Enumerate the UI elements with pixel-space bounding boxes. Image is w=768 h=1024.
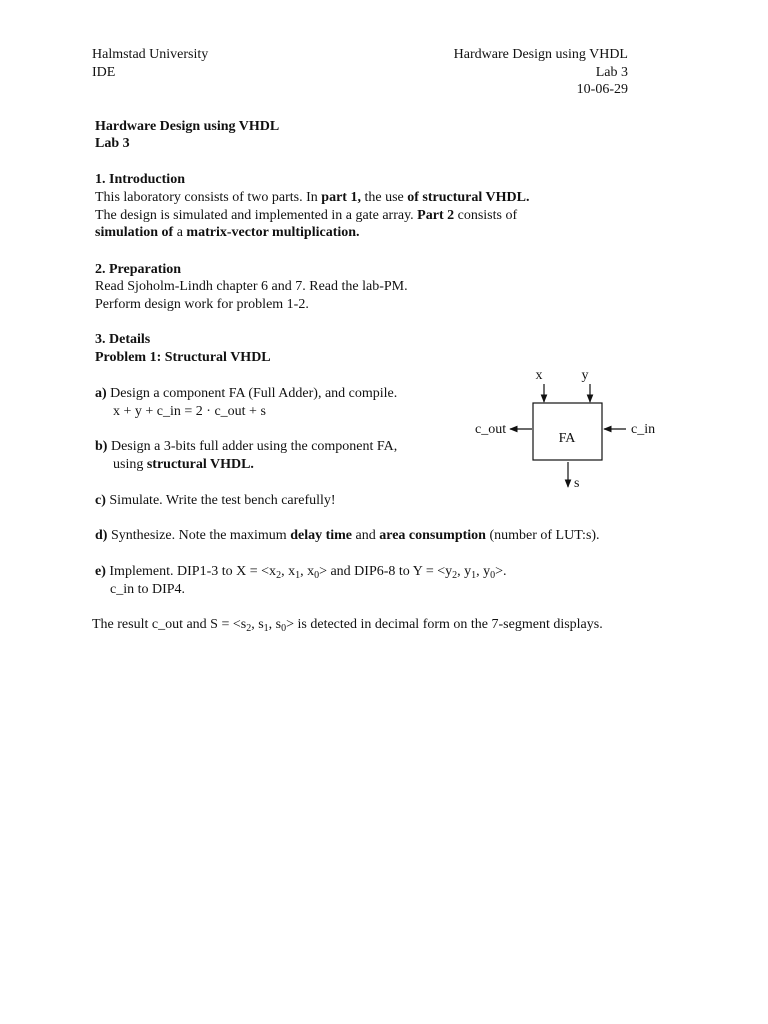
prep-line-1: Read Sjoholm-Lindh chapter 6 and 7. Read the lab-PM. [95, 279, 408, 294]
text-run: using [113, 457, 147, 472]
item-key: e) [95, 564, 106, 579]
header-university: Halmstad University [92, 47, 209, 62]
text-run: , x [300, 564, 315, 579]
text-run: , x [281, 564, 296, 579]
text-run: (number of LUT:s). [485, 528, 600, 543]
full-adder-diagram [470, 366, 670, 496]
subscript: 2 [452, 570, 458, 581]
text-run-bold: simulation of [95, 225, 174, 240]
input-cin-label: c_in [631, 422, 656, 437]
subscript: 1 [471, 570, 477, 581]
item-d [95, 527, 600, 545]
text-run-bold: of structural VHDL. [407, 190, 530, 205]
text-run: The design is simulated and implemented in a gate array. [95, 208, 418, 223]
item-key: b) [95, 439, 108, 454]
item-b [95, 438, 397, 456]
item-key: c) [95, 493, 106, 508]
subscript: 0 [281, 623, 287, 634]
input-x-label: x [535, 368, 543, 383]
prep-line-2: Perform design work for problem 1-2. [95, 297, 309, 312]
text-run: , y [476, 564, 491, 579]
text-run-bold: delay time [290, 528, 353, 543]
text-run: Design a 3-bits full adder using the component FA, [107, 439, 398, 454]
item-a [95, 385, 397, 403]
text-run-bold: part 1, [321, 190, 361, 205]
text-run: , y [457, 564, 472, 579]
text-run-bold: matrix-vector multiplication. [186, 225, 360, 240]
item-e [95, 563, 507, 581]
subscript: 0 [490, 570, 496, 581]
header-right [454, 46, 628, 99]
subscript: 2 [246, 623, 252, 634]
text-run: Design a component FA (Full Adder), and compile. [106, 386, 398, 401]
text-run: > and DIP6-8 to Y = <y [319, 564, 453, 579]
text-run: Simulate. Write the test bench carefully! [105, 493, 336, 508]
output-cout-label: c_out [475, 422, 507, 437]
section-heading-introduction: 1. Introduction [95, 172, 185, 187]
subscript: 1 [295, 570, 301, 581]
item-key: a) [95, 386, 107, 401]
fa-block-label: FA [558, 431, 576, 446]
subscript: 1 [263, 623, 269, 634]
output-s-label: s [574, 476, 580, 491]
item-e-line-2: c_in to DIP4. [110, 582, 186, 597]
intro-line-1 [95, 189, 529, 207]
input-y-label: y [581, 368, 589, 383]
header-course: Hardware Design using VHDL [453, 47, 628, 62]
header-lab: Lab 3 [595, 64, 628, 80]
text-run-bold: structural VHDL. [146, 457, 254, 472]
text-run: >. [495, 564, 507, 579]
text-run: the use [360, 190, 408, 205]
item-a-equation: x + y + c_in = 2 · c_out + s [113, 404, 266, 419]
text-run: , s [251, 617, 264, 632]
text-run: consists of [454, 208, 518, 223]
text-run: , s [268, 617, 282, 632]
intro-line-2 [95, 207, 517, 225]
text-run-bold: Part 2 [417, 208, 455, 223]
text-run: The result c_out and S = <s [92, 617, 247, 632]
document-subtitle: Lab 3 [95, 136, 130, 151]
header-department: IDE [92, 64, 116, 80]
header-left [92, 46, 208, 81]
intro-line-3 [95, 224, 360, 242]
result-paragraph [92, 616, 603, 634]
text-run: > is detected in decimal form on the 7-segment displays. [286, 617, 603, 632]
subscript: 0 [314, 570, 320, 581]
document-title: Hardware Design using VHDL [95, 119, 280, 134]
text-run: This laboratory consists of two parts. In [95, 190, 322, 205]
text-run: and [352, 528, 380, 543]
subscript: 2 [276, 570, 282, 581]
section-heading-details: 3. Details [95, 332, 151, 347]
header-date: 10-06-29 [576, 82, 628, 98]
item-c [95, 492, 336, 510]
text-run-bold: area consumption [379, 528, 486, 543]
text-run: a [173, 225, 187, 240]
text-run: Synthesize. Note the maximum [107, 528, 291, 543]
section-heading-preparation: 2. Preparation [95, 262, 182, 277]
item-key: d) [95, 528, 108, 543]
problem-heading: Problem 1: Structural VHDL [95, 350, 271, 365]
text-run: Implement. DIP1-3 to X = <x [105, 564, 277, 579]
item-b-line-2 [113, 456, 254, 474]
